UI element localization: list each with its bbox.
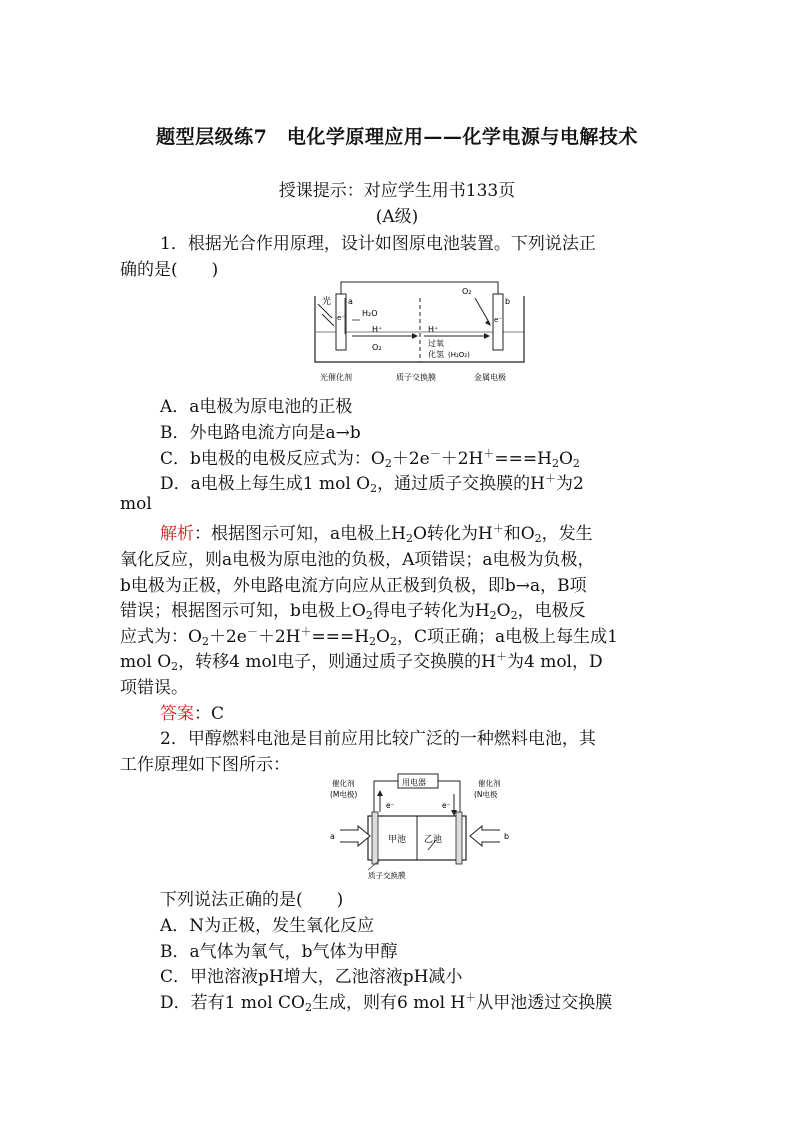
page-title: 题型层级练7 电化学原理应用——化学电源与电解技术 <box>156 126 638 148</box>
q2-label-catalyst-right-1: 催化剂 <box>478 779 501 788</box>
analysis-line-3: b电极为正极，外电路电流方向应从正极到负极，即b→a，B项 <box>120 576 587 596</box>
q2-label-yi-pool: 乙池 <box>424 835 443 845</box>
q2-label-a: a <box>330 832 335 841</box>
q1-option-d: D．a电极上每生成1 mol $O_2$，通过质子交换膜的H＋为2 <box>160 472 584 495</box>
level-label: (A级) <box>375 207 419 227</box>
analysis-line-5: 应式为：$O_2+2e^-+2H^+===H_2O_2$，C项正确；a电极上每生成1 <box>120 625 618 648</box>
q1-caption-catalyst: 光催化剂 <box>320 373 352 382</box>
q2-stem-line-3: 下列说法正确的是( ) <box>160 890 344 910</box>
q1-option-d-cont: mol <box>120 494 152 514</box>
q1-caption-membrane: 质子交换膜 <box>396 373 436 382</box>
q2-label-catalyst-left-2: (M电极) <box>330 790 358 799</box>
analysis-line-4: 错误；根据图示可知，b电极上$O_2$得电子转化为$H_2O_2$，电极反 <box>120 601 586 622</box>
q2-label-b: b <box>504 832 510 841</box>
analysis-label: 解析 <box>160 524 194 544</box>
analysis-line-6: mol $O_2$，转移4 mol电子，则通过质子交换膜的H＋为4 mol，D <box>120 650 603 673</box>
q1-label-peroxide-formula: (H₂O₂) <box>448 351 470 359</box>
q2-option-d: D．若有1 mol $CO_2$生成，则有6 mol H＋从甲池透过交换膜 <box>160 991 613 1014</box>
q1-label-peroxide-2: 化氢 <box>428 350 444 359</box>
q1-option-b: B．外电路电流方向是a→b <box>160 423 361 443</box>
lesson-hint: 授课提示：对应学生用书133页 <box>278 181 516 201</box>
q1-stem-line-1: 1．根据光合作用原理，设计如图原电池装置。下列说法正 <box>160 234 596 254</box>
q1-label-o2-top: O₂ <box>462 287 472 296</box>
q1-stem-line-2: 确的是( ) <box>120 260 219 280</box>
q1-option-a: A．a电极为原电池的正极 <box>160 397 353 417</box>
q2-label-device: 用电器 <box>402 778 426 787</box>
q2-stem-line-2: 工作原理如下图所示： <box>120 755 290 775</box>
q1-caption-metal-electrode: 金属电极 <box>474 373 506 382</box>
q2-label-catalyst-left-1: 催化剂 <box>332 779 355 788</box>
answer-label: 答案 <box>160 704 194 724</box>
q1-label-b: b <box>505 297 511 306</box>
q2-option-c: C．甲池溶液pH增大，乙池溶液pH减小 <box>160 967 463 987</box>
q1-option-c: C．b电极的电极反应式为：$O_2+2e^-+2H^+===H_2O_2$ <box>160 447 580 470</box>
q1-label-h-left: H⁺ <box>372 325 383 334</box>
q2-fuel-cell-figure <box>328 772 514 882</box>
q1-label-h-mid: H⁺ <box>428 325 439 334</box>
answer-line <box>160 699 680 724</box>
q2-label-catalyst-right-2: (N电极 <box>474 790 498 799</box>
q1-label-e-left: e⁻ <box>337 314 346 322</box>
answer-value: ：C <box>194 704 225 724</box>
q1-galvanic-cell-figure <box>312 276 532 386</box>
q1-label-e-right: e⁻ <box>494 316 503 324</box>
analysis-line-2: 氧化反应，则a电极为原电池的负极，A项错误；a电极为负极， <box>120 550 595 570</box>
analysis-line-1: 解析：根据图示可知，a电极上$H_2O$转化为H＋和$O_2$，发生 <box>160 522 593 545</box>
q2-label-e-right: e⁻ <box>442 801 451 810</box>
q1-label-o2-left: O₂ <box>372 343 382 352</box>
q1-label-h2o: H₂O <box>362 309 378 318</box>
q1-label-light: 光 <box>322 297 332 307</box>
q2-label-jia-pool: 甲池 <box>388 835 407 845</box>
q2-stem-line-1: 2．甲醇燃料电池是目前应用比较广泛的一种燃料电池，其 <box>160 729 596 749</box>
q2-caption-membrane: 质子交换膜 <box>368 871 406 880</box>
q2-label-e-left: e⁻ <box>386 801 395 810</box>
q1-label-a: a <box>348 297 353 306</box>
q2-option-b: B．a气体为氧气，b气体为甲醇 <box>160 942 398 962</box>
q2-option-a: A．N为正极，发生氧化反应 <box>160 916 375 936</box>
analysis-line-7: 项错误。 <box>120 678 188 698</box>
q1-label-peroxide-1: 过氧 <box>428 339 444 348</box>
